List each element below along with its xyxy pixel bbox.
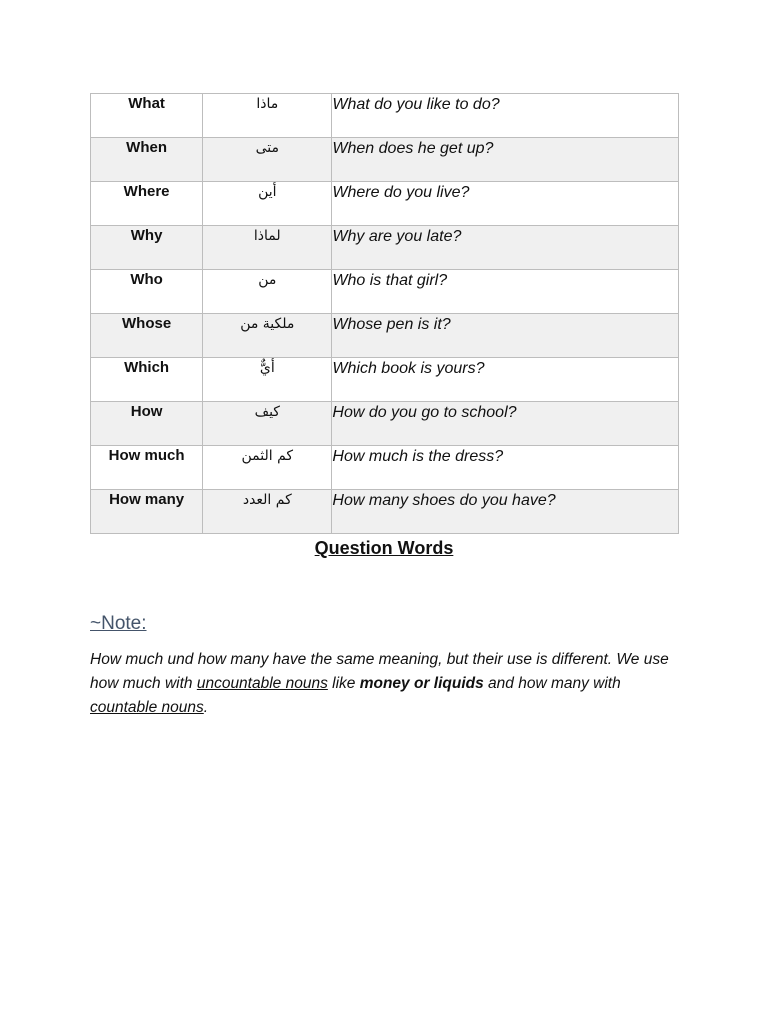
question-words-table <box>90 93 679 534</box>
arabic-word: أين <box>203 182 332 226</box>
english-word: How many <box>91 490 203 534</box>
english-word: Who <box>91 270 203 314</box>
arabic-word: أيٌّ <box>203 358 332 402</box>
table-row <box>91 358 679 402</box>
arabic-word: من <box>203 270 332 314</box>
example-sentence: Whose pen is it? <box>332 314 679 358</box>
english-word: How <box>91 402 203 446</box>
table-row <box>91 182 679 226</box>
arabic-word: ملكية من <box>203 314 332 358</box>
table-row <box>91 490 679 534</box>
example-sentence: When does he get up? <box>332 138 679 182</box>
arabic-word: كم العدد <box>203 490 332 534</box>
english-word: When <box>91 138 203 182</box>
example-sentence: What do you like to do? <box>332 94 679 138</box>
note-heading: ~Note: <box>90 613 147 634</box>
note-text: like <box>327 675 360 692</box>
english-word: Where <box>91 182 203 226</box>
english-word: How much <box>91 446 203 490</box>
example-sentence: How much is the dress? <box>332 446 679 490</box>
note-text: . <box>203 699 209 716</box>
arabic-word: ماذا <box>203 94 332 138</box>
example-sentence: How do you go to school? <box>332 402 679 446</box>
table-row <box>91 138 679 182</box>
example-sentence: Who is that girl? <box>332 270 679 314</box>
example-sentence: How many shoes do you have? <box>332 490 679 534</box>
table-row <box>91 402 679 446</box>
arabic-word: كم الثمن <box>203 446 332 490</box>
english-word: Why <box>91 226 203 270</box>
example-sentence: Why are you late? <box>332 226 679 270</box>
countable-nouns-term: countable nouns <box>90 699 204 716</box>
table-row <box>91 314 679 358</box>
note-text: How much und how many have the same meaning, but their use is different. We use how much with <box>90 651 669 692</box>
note-paragraph <box>90 648 680 720</box>
uncountable-nouns-term: uncountable nouns <box>196 675 328 692</box>
table-row <box>91 226 679 270</box>
english-word: What <box>91 94 203 138</box>
table-row <box>91 446 679 490</box>
example-sentence: Which book is yours? <box>332 358 679 402</box>
english-word: Whose <box>91 314 203 358</box>
money-liquids-term: money or liquids <box>359 675 484 692</box>
table-row <box>91 270 679 314</box>
arabic-word: كيف <box>203 402 332 446</box>
note-text: and how many with <box>483 675 621 692</box>
english-word: Which <box>91 358 203 402</box>
arabic-word: لماذا <box>203 226 332 270</box>
table-caption: Question Words <box>314 538 454 558</box>
example-sentence: Where do you live? <box>332 182 679 226</box>
arabic-word: متى <box>203 138 332 182</box>
table-row <box>91 94 679 138</box>
